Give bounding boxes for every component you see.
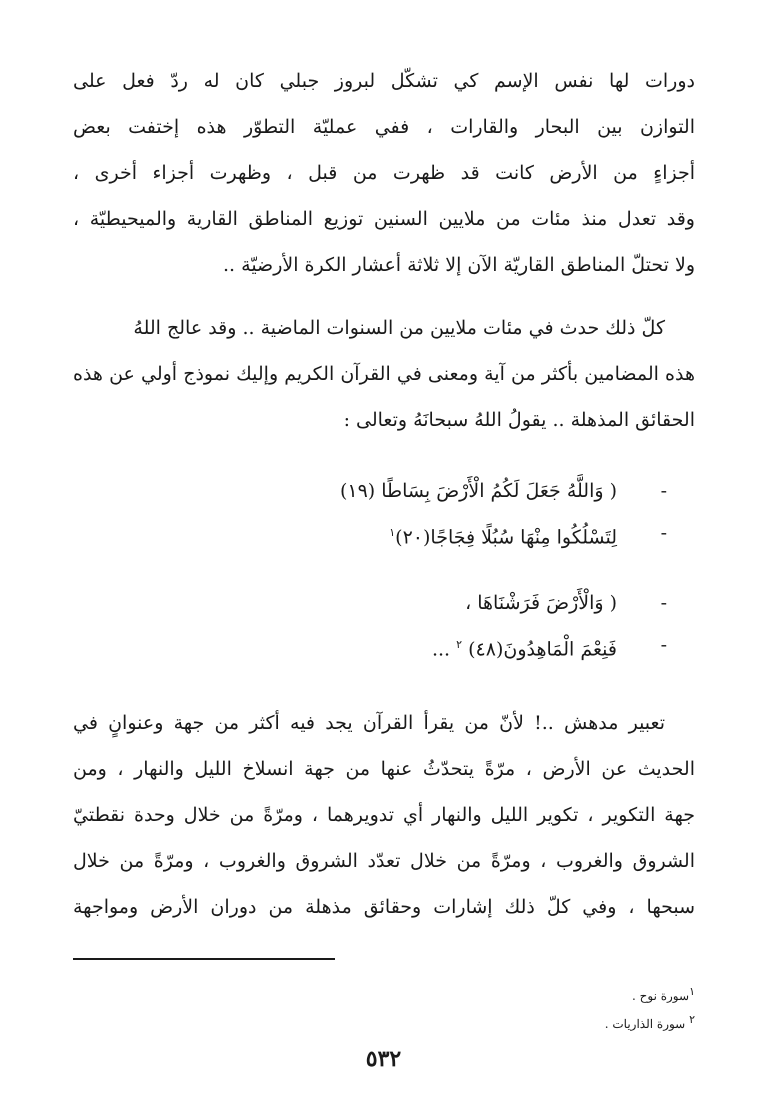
text-line: تعبير مدهش ..! لأنّ من يقرأ القرآن يجد فيه أكثر من جهة وعنوانٍ في — [73, 712, 665, 734]
list-dash: - — [660, 634, 667, 656]
footnote-2 — [605, 1008, 695, 1036]
text-line: سبحها ، وفي كلّ ذلك إشارات وحقائق مذهلة من دوران الأرض ومواجهة — [73, 896, 695, 918]
verse-line — [147, 624, 667, 666]
text-line: أجزاءٍ من الأرض كانت قد ظهرت من قبل ، وظهرت أجزاء أخرى ، — [73, 162, 695, 184]
text-line: دورات لها نفس الإسم كي تشكّل لبروز جبلي كان له ردّ فعل على — [73, 70, 695, 92]
footnote-1 — [605, 980, 695, 1008]
verse-trail: ... — [431, 638, 457, 661]
footnote-number: ١ — [689, 985, 695, 998]
text-line: كلّ ذلك حدث في مئات ملايين من السنوات الماضية .. وقد عالج اللهُ — [133, 317, 665, 339]
list-dash: - — [660, 480, 667, 502]
footnotes — [605, 980, 695, 1036]
text-line: جهة التكوير ، تكوير الليل والنهار أي تدويرهما ، ومرّةً من خلال وحدة نقطتيّ — [73, 804, 695, 826]
text-line: الشروق والغروب ، ومرّةً من خلال تعدّد الشروق والغروب ، ومرّةً من خلال — [73, 850, 695, 872]
text-line: الحديث عن الأرض ، مرّةً يتحدّثُ عنها من جهة انسلاخ الليل والنهار ، ومن — [73, 758, 695, 780]
footnote-divider — [73, 958, 335, 960]
verse-text-body: فَنِعْمَ الْمَاهِدُونَ(٤٨) — [468, 638, 617, 661]
footnote-marker: ١ — [389, 526, 396, 539]
verse-text — [389, 512, 647, 558]
footnote-number: ٢ — [689, 1013, 695, 1026]
page-number: ٥٣٢ — [365, 1046, 402, 1072]
quran-verses-group-1 — [147, 470, 667, 554]
verse-text: ( وَالْأَرْضَ فَرَشْنَاهَا ، — [465, 592, 617, 614]
quran-verses-group-2 — [147, 582, 667, 666]
text-line: التوازن بين البحار والقارات ، ففي عمليّة التطوّر هذه إختفت بعض — [73, 116, 695, 138]
list-dash: - — [660, 522, 667, 544]
verse-text — [432, 624, 647, 670]
text-line: هذه المضامين بأكثر من آية ومعنى في القرآن الكريم وإليك نموذج أولي عن هذه — [73, 363, 695, 385]
list-dash: - — [660, 592, 667, 614]
footnote-marker: ٢ — [456, 638, 463, 651]
text-line: الحقائق المذهلة .. يقولُ اللهُ سبحانَهُ وتعالى : — [343, 409, 695, 431]
verse-line — [147, 582, 667, 624]
footnote-text: سورة الذاريات . — [604, 1017, 686, 1031]
verse-line — [147, 512, 667, 554]
verse-text: ( وَاللَّهُ جَعَلَ لَكُمُ الْأَرْضَ بِسَاطًا (١٩) — [339, 480, 617, 502]
paragraph-2 — [73, 305, 695, 443]
text-line: ولا تحتلّ المناطق القاريّة الآن إلا ثلاثة أعشار الكرة الأرضيّة .. — [223, 254, 695, 276]
paragraph-1 — [73, 58, 695, 288]
text-line: وقد تعدل منذ مئات من ملايين السنين توزيع المناطق القارية والميحيطيّة ، — [73, 208, 695, 230]
verse-text-body: لِتَسْلُكُوا مِنْهَا سُبُلًا فِجَاجًا(٢٠) — [395, 526, 617, 549]
paragraph-3 — [73, 700, 695, 930]
footnote-text: سورة نوح . — [632, 989, 690, 1003]
verse-line — [147, 470, 667, 512]
